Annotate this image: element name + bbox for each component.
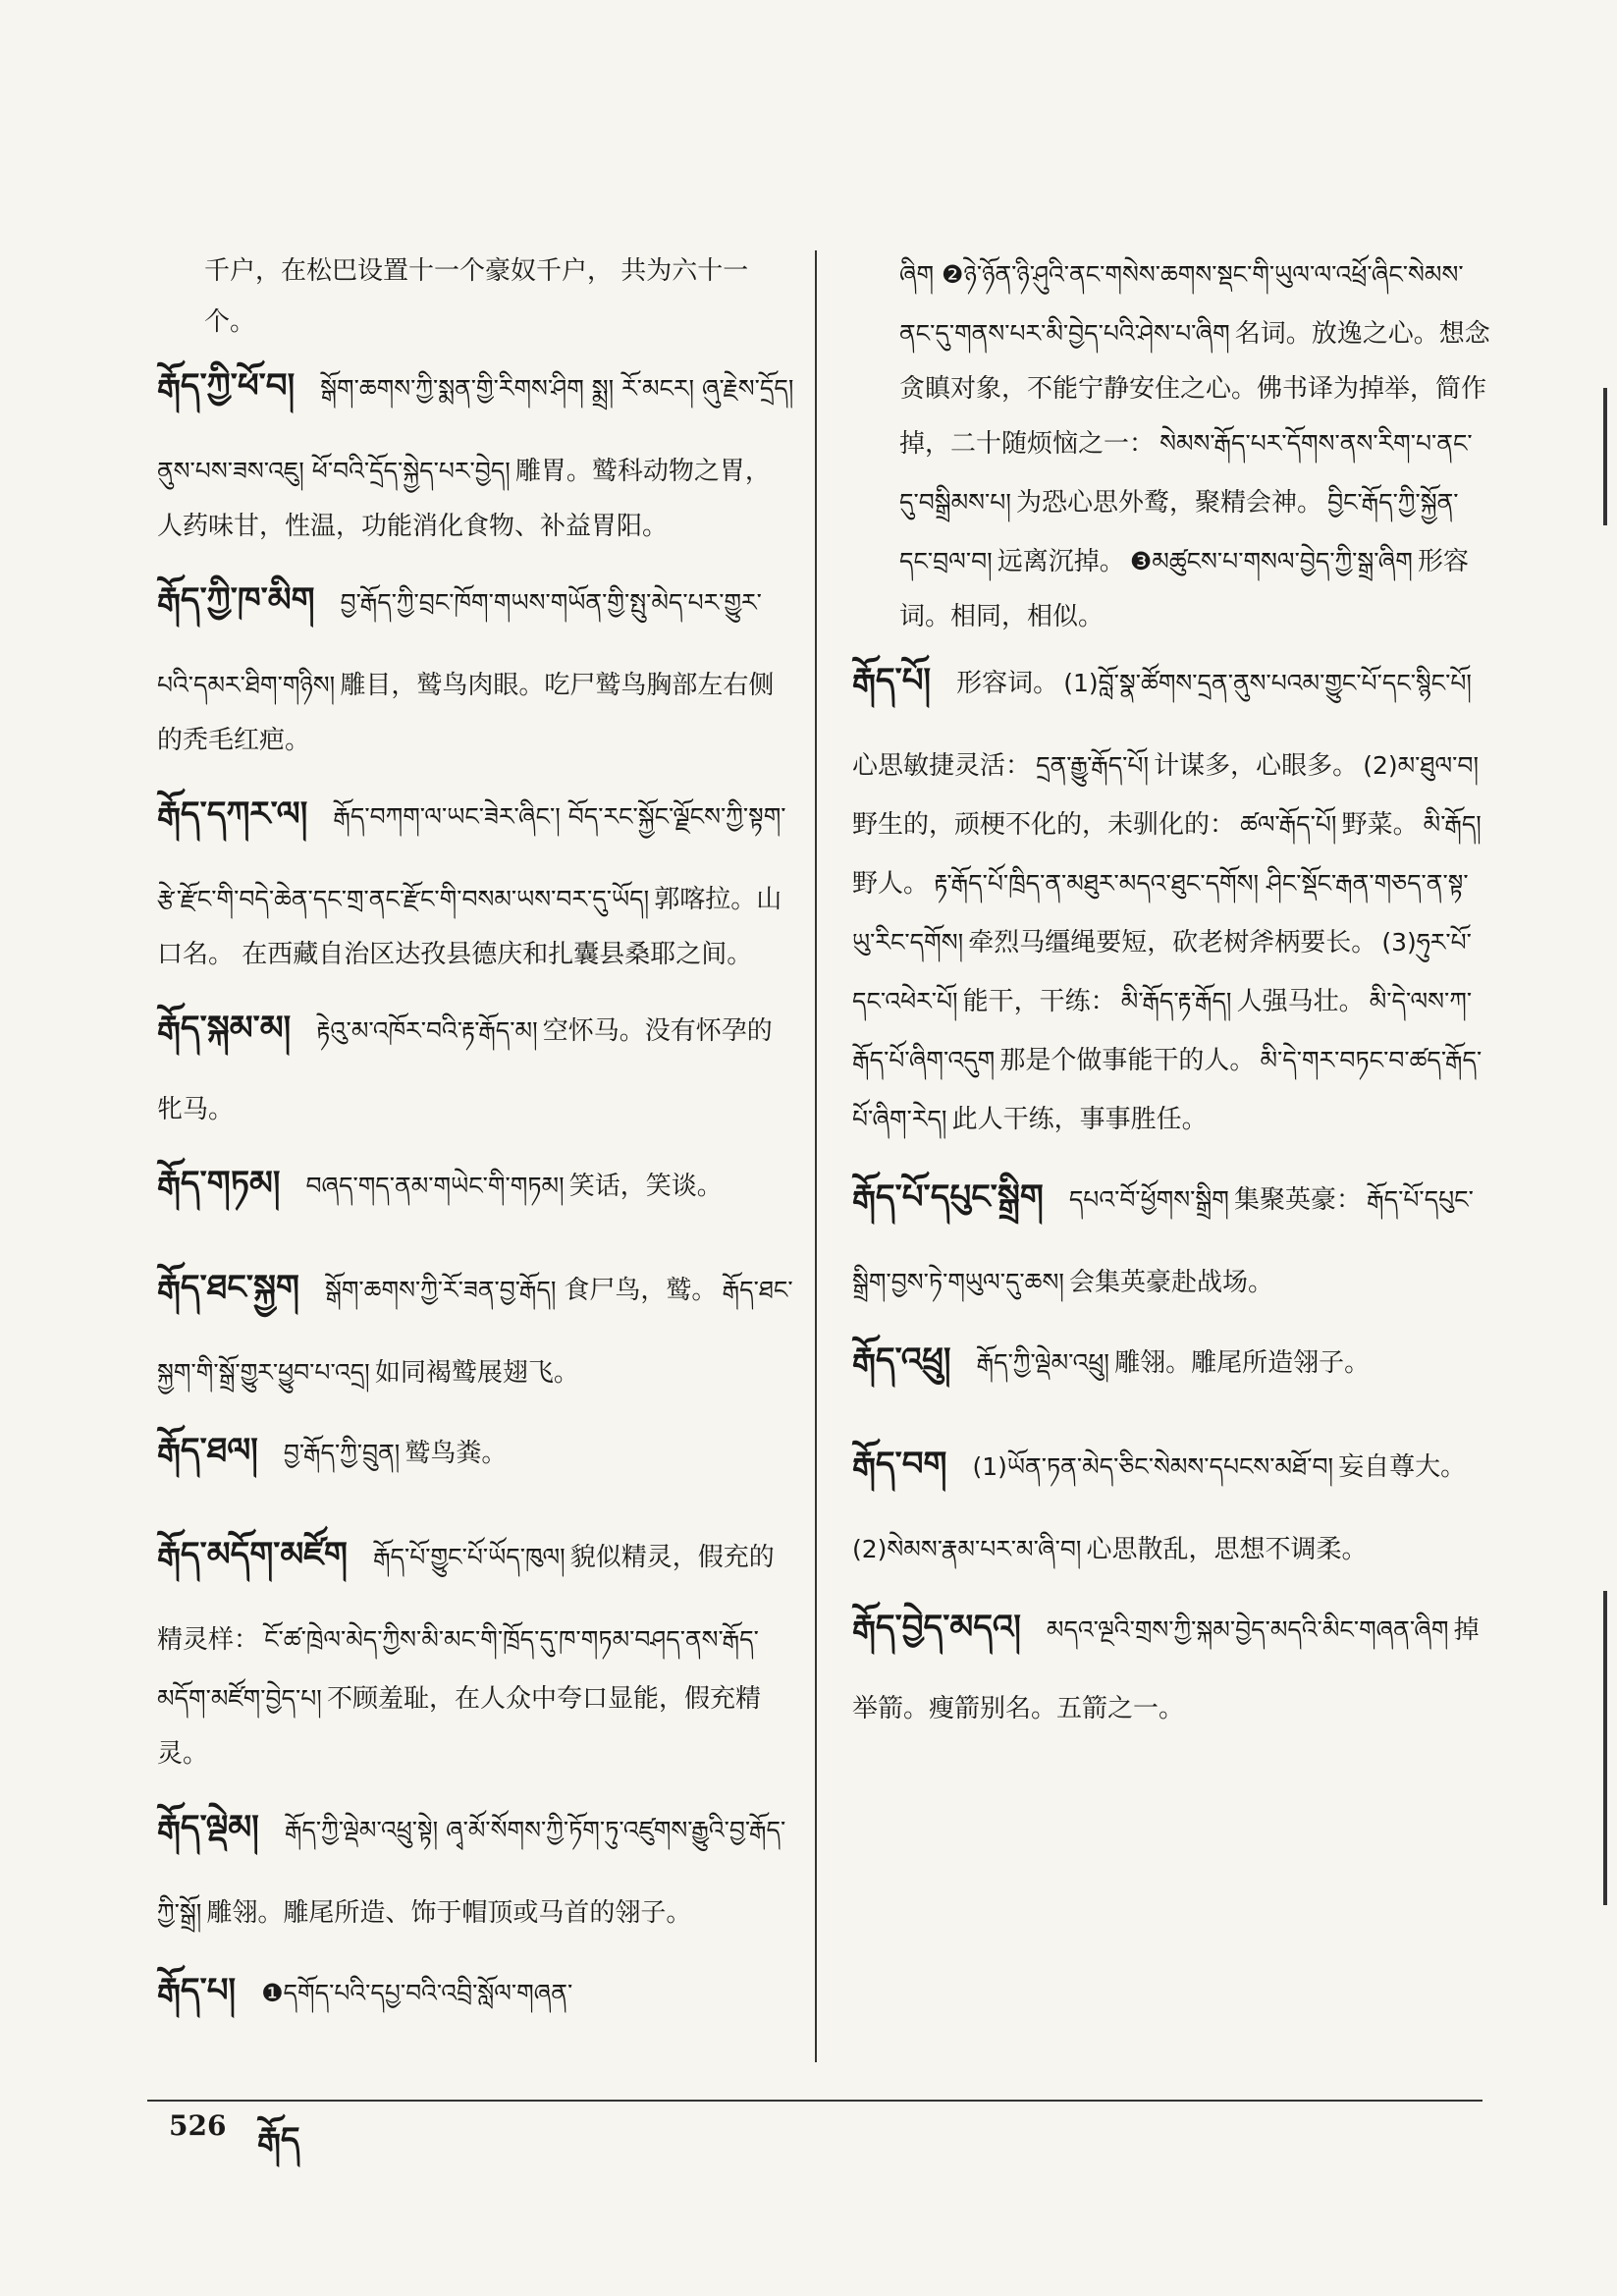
dictionary-entry bbox=[852, 642, 1490, 1149]
entry-chinese: 雕翎。雕尾所造、饰于帽顶或马首的翎子。 bbox=[206, 1898, 692, 1928]
entry-tibetan: (1)བློ་སྣ་ཚོགས་དྲན་ནུས་པའམ་གྱུང་པོ་དང་སྙིང་པོ། bbox=[1063, 669, 1472, 697]
dictionary-entry bbox=[157, 562, 795, 766]
entry-tibetan: རྒོད་ཀྱི་ལྡེམ་འཕྲུ། bbox=[976, 1348, 1109, 1377]
entry-chinese: 鹫鸟粪。 bbox=[404, 1439, 508, 1468]
entry-headword: རྒོད་པོ་དཔུང་སྒྲིག bbox=[852, 1177, 1044, 1217]
dictionary-entry bbox=[157, 1789, 795, 1942]
right-column bbox=[852, 246, 1490, 1744]
entry-chinese: 貌似精灵，假充的精灵样： bbox=[157, 1543, 775, 1655]
entry-headword: རྒོད་ཀྱི་ཁ་མིག bbox=[157, 580, 315, 620]
dictionary-entry bbox=[852, 1159, 1490, 1312]
entry-headword: རྒོད་འཕྲུ། bbox=[852, 1340, 951, 1380]
entry-headword: རྒོད་པོ། bbox=[852, 661, 932, 700]
entry-tibetan: (2)མ་ཐུལ་བ། bbox=[1363, 751, 1480, 780]
continuation-tibetan-3: བྱིང་རྒོད་ཀྱི་སྐྱོན་དང་བྲལ་བ། bbox=[899, 488, 1459, 575]
dictionary-entry bbox=[852, 1589, 1490, 1734]
entry-tibetan: (3)ཧུར་པོ་དང་འཕེར་པོ། bbox=[852, 928, 1472, 1015]
right-continuation bbox=[852, 246, 1490, 642]
dictionary-entry bbox=[157, 1249, 795, 1402]
continuation-text: 千户，在松巴设置十一个豪奴千户， 共为六十一个。 bbox=[204, 256, 749, 337]
entry-tibetan: མི་རྒོད་རྟ་རྒོད། bbox=[1120, 987, 1232, 1015]
entry-tibetan: བཞད་གད་ནམ་གཡེང་གི་གཏམ། bbox=[305, 1172, 565, 1200]
entry-chinese: 野生的，顽梗不化的，未驯化的： bbox=[852, 810, 1236, 840]
entry-chinese: 集聚英豪： bbox=[1233, 1185, 1362, 1215]
entry-tibetan: བྱ་རྒོད་ཀྱི་བྲུན། bbox=[283, 1439, 401, 1467]
entry-tibetan: དྲན་རྒྱུ་རྒོད་པོ། bbox=[1036, 751, 1150, 780]
entry-headword: རྒོད་པ། bbox=[157, 1971, 237, 2010]
continuation-chinese-3: 远离沉掉。 bbox=[997, 547, 1125, 576]
entry-headword: རྒོད་དཀར་ལ། bbox=[157, 794, 308, 834]
entry-tibetan: ངོ་ཚ་ཁྲེལ་མེད་ཀྱིས་མི་མང་གི་ཁྲོད་དུ་ཁ་གཏམ་བཤད་ནས་རྒོད་མདོག་མཛོག་བྱེད་པ། bbox=[157, 1625, 759, 1713]
entry-chinese: 野人。 bbox=[852, 869, 930, 899]
entry-chinese: 妄自尊大。 bbox=[1338, 1452, 1467, 1482]
entry-chinese: 计谋多，心眼多。 bbox=[1154, 751, 1359, 781]
entry-headword: རྒོད་གཏམ། bbox=[157, 1164, 281, 1203]
entry-chinese: 雕胃。鹫科动物之胃，人药味甘，性温，功能消化食物、补益胃阳。 bbox=[157, 457, 771, 541]
entry-chinese: 郭喀拉。山口名。 在西藏自治区达孜县德庆和扎囊县桑耶之间。 bbox=[157, 885, 782, 969]
entry-tibetan: ❶དགོད་པའི་དཔྱ་བའི་འབྲི་སློལ་གཞན་ bbox=[261, 1979, 573, 2007]
entry-chinese: 雕目，鹫鸟肉眼。吃尸鹫鸟胸部左右侧的秃毛红疤。 bbox=[157, 671, 775, 755]
dictionary-entry bbox=[852, 1426, 1490, 1579]
left-column bbox=[157, 246, 795, 2056]
entry-tibetan: དཔའ་བོ་ཕྱོགས་སྒྲིག bbox=[1068, 1185, 1229, 1214]
entry-headword: རྒོད་ཐང་སྐྱག bbox=[157, 1268, 299, 1307]
continuation-chinese-2: 为恐心思外鹜，聚精会神。 bbox=[1015, 488, 1322, 518]
dictionary-entry bbox=[157, 1516, 795, 1779]
entry-tibetan: མི་རྒོད། bbox=[1423, 810, 1482, 839]
entry-tibetan: རྒོད་པོ་དཔུང་སྒྲིག་བྱས་ཏེ་གཡུལ་དུ་ཆས། bbox=[852, 1185, 1474, 1296]
entry-headword: རྒོད་སྐམ་མ། bbox=[157, 1009, 292, 1048]
entry-headword: རྒོད་བག bbox=[852, 1445, 947, 1484]
entry-chinese: 心思敏捷灵活： bbox=[852, 751, 1032, 781]
entry-chinese: 能干，干练： bbox=[962, 987, 1116, 1016]
dictionary-entry bbox=[157, 1145, 795, 1239]
continuation-chinese: 名词。放逸之心。想念贪瞋对象，不能宁静安住之心。佛书译为掉举，简作掉，二十随烦恼之一： bbox=[899, 319, 1490, 459]
entry-tibetan: (1)ཡོན་ཏན་མེད་ཅིང་སེམས་དཔངས་མཐོ་བ། bbox=[972, 1452, 1334, 1481]
entry-chinese: 雕翎。雕尾所造翎子。 bbox=[1114, 1348, 1371, 1378]
entry-chinese: 那是个做事能干的人。 bbox=[999, 1046, 1256, 1075]
entry-chinese: 食尸鸟，鹫。 bbox=[564, 1276, 718, 1305]
entry-tibetan: རྒོད་ཐང་སྐྱག་གི་སྒྲོ་གྱུར་ཕྱུབ་པ་འདྲ། bbox=[157, 1276, 793, 1387]
dictionary-entry bbox=[157, 1412, 795, 1506]
entry-tibetan: སྒོག་ཆགས་ཀྱི་རོ་ཟན་བྱ་རྒོད། bbox=[324, 1276, 565, 1304]
running-head: རྒོད bbox=[257, 2120, 300, 2159]
entry-chinese: 人强马壮。 bbox=[1236, 987, 1365, 1016]
dictionary-entry bbox=[157, 776, 795, 980]
entry-headword: རྒོད་མདོག་མཛོག bbox=[157, 1535, 348, 1574]
entry-chinese: 此人干练，事事胜任。 bbox=[951, 1105, 1208, 1134]
dictionary-entry bbox=[157, 1952, 795, 2047]
dictionary-entry bbox=[157, 990, 795, 1135]
dictionary-entry bbox=[157, 348, 795, 552]
entry-chinese: 野菜。 bbox=[1341, 810, 1419, 840]
entry-tibetan: ཚལ་རྒོད་པོ། bbox=[1240, 810, 1337, 839]
margin-mark bbox=[1603, 1591, 1607, 1905]
entry-chinese: 心思散乱，思想不调柔。 bbox=[1086, 1535, 1368, 1564]
entry-chinese: 牵烈马缰绳要短，砍老树斧柄要长。 bbox=[968, 928, 1377, 957]
entry-tibetan: རྒོད་ཀྱི་ལྡེམ་འཕྲུ་སྟེ། ཞྭ་མོ་སོགས་ཀྱི་ཏོག་ཏུ་འཛུགས་རྒྱུའི་བྱ་རྒོད་ཀྱི་སྒྲོ། bbox=[157, 1816, 786, 1927]
entry-chinese: 会集英豪赴战场。 bbox=[1069, 1268, 1274, 1297]
entry-headword: རྒོད་ཐལ། bbox=[157, 1431, 258, 1470]
entry-headword: རྒོད་བྱེད་མདའ། bbox=[852, 1608, 1021, 1647]
entry-chinese: 如同褐鹫展翅飞。 bbox=[374, 1358, 579, 1388]
continuation-tibetan-2: སེམས་རྒོད་པར་དོགས་ནས་རིག་པ་ནང་དུ་བསྒྲིམས་པ། bbox=[899, 429, 1473, 517]
entry-tibetan: རྟ་རྒོད་པོ་ཁྲིད་ན་མཐུར་མདའ་ཐུང་དགོས། ཤིང་སྡོང་རྒན་གཅད་ན་སྟ་ཡུ་རིང་དགོས། bbox=[852, 869, 1469, 957]
continuation-tibetan-4: ❸མཚུངས་པ་གསལ་བྱེད་ཀྱི་སྒྲ་ཞིག bbox=[1129, 547, 1413, 575]
entry-tibetan: བྱ་རྒོད་ཀྱི་བྲང་ཁོག་གཡས་གཡོན་གྱི་སྤུ་མེད་པར་གྱུར་པའི་དམར་ཐིག་གཉིས། bbox=[157, 588, 762, 699]
entry-chinese: 不顾羞耻，在人众中夸口显能，假充精灵。 bbox=[157, 1684, 761, 1769]
entry-tibetan: རྟེའུ་མ་འཁོར་བའི་རྟ་རྒོད་མ། bbox=[316, 1016, 538, 1045]
entry-tibetan: མི་དེ་ལས་ཀ་རྒོད་པོ་ཞིག་འདུག bbox=[852, 987, 1473, 1074]
margin-mark bbox=[1603, 388, 1607, 525]
entry-headword: རྒོད་ཀྱི་ཕོ་བ། bbox=[157, 366, 296, 406]
dictionary-entry bbox=[852, 1322, 1490, 1416]
footer-rule bbox=[147, 2100, 1482, 2102]
entry-chinese: 笑话，笑谈。 bbox=[568, 1172, 723, 1201]
entry-chinese: 形容词。 bbox=[956, 669, 1059, 698]
entry-chinese: 掉举箭。瘦箭别名。五箭之一。 bbox=[852, 1615, 1480, 1723]
column-divider bbox=[815, 250, 817, 2062]
entry-headword: རྒོད་ལྡེམ། bbox=[157, 1808, 259, 1847]
entry-tibetan: (2)སེམས་རྣམ་པར་མ་ཞི་བ། bbox=[852, 1535, 1082, 1563]
entry-tibetan: སྒོག་ཆགས་ཀྱི་སྨན་གྱི་རིགས་ཤིག སྨྲ། རོ་མངར། ཞུ་རྗེས་དྲོད། ནུས་པས་ཟས་འཇུ། ཕོ་བའི་དྲོད་སྐྱེད་པར་བྱེད། bbox=[157, 374, 794, 485]
page-number: 526 bbox=[169, 2109, 227, 2142]
continuation-tibetan: ཞིག ❷ཉེ་ཉོན་ཉི་ཤུའི་ནང་གསེས་ཆགས་སྡང་གི་ཡུལ་ལ་འཕྲོ་ཞིང་སེམས་ནང་དུ་གནས་པར་མི་བྱེད་པའི་ཤེས་པ་ཞིག bbox=[899, 260, 1464, 348]
entry-chinese: 空怀马。没有怀孕的牝马。 bbox=[157, 1016, 773, 1124]
entry-tibetan: རྒོད་པོ་གྱུང་པོ་ཡོད་ཁུལ། bbox=[372, 1543, 566, 1571]
entry-tibetan: རྒོད་བཀག་ལ་ཡང་ཟེར་ཞིང་། བོད་རང་སྐྱོང་ལྗོངས་ཀྱི་སྟག་རྩེ་རྫོང་གི་བདེ་ཆེན་དང་གྲ་ནང་རྫོང་གི་བསམ་ཡས་བར་དུ་ཡོད། bbox=[157, 802, 786, 913]
entry-tibetan: མི་དེ་གར་བཏང་བ་ཚད་རྒོད་པོ་ཞིག་རེད། bbox=[852, 1046, 1482, 1133]
entry-tibetan: མདའ་ལྔའི་གྲས་ཀྱི་སྐམ་བྱེད་མདའི་མིང་གཞན་ཞིག bbox=[1046, 1615, 1449, 1644]
continuation-chinese-4: 形容词。相同，相似。 bbox=[899, 547, 1470, 631]
